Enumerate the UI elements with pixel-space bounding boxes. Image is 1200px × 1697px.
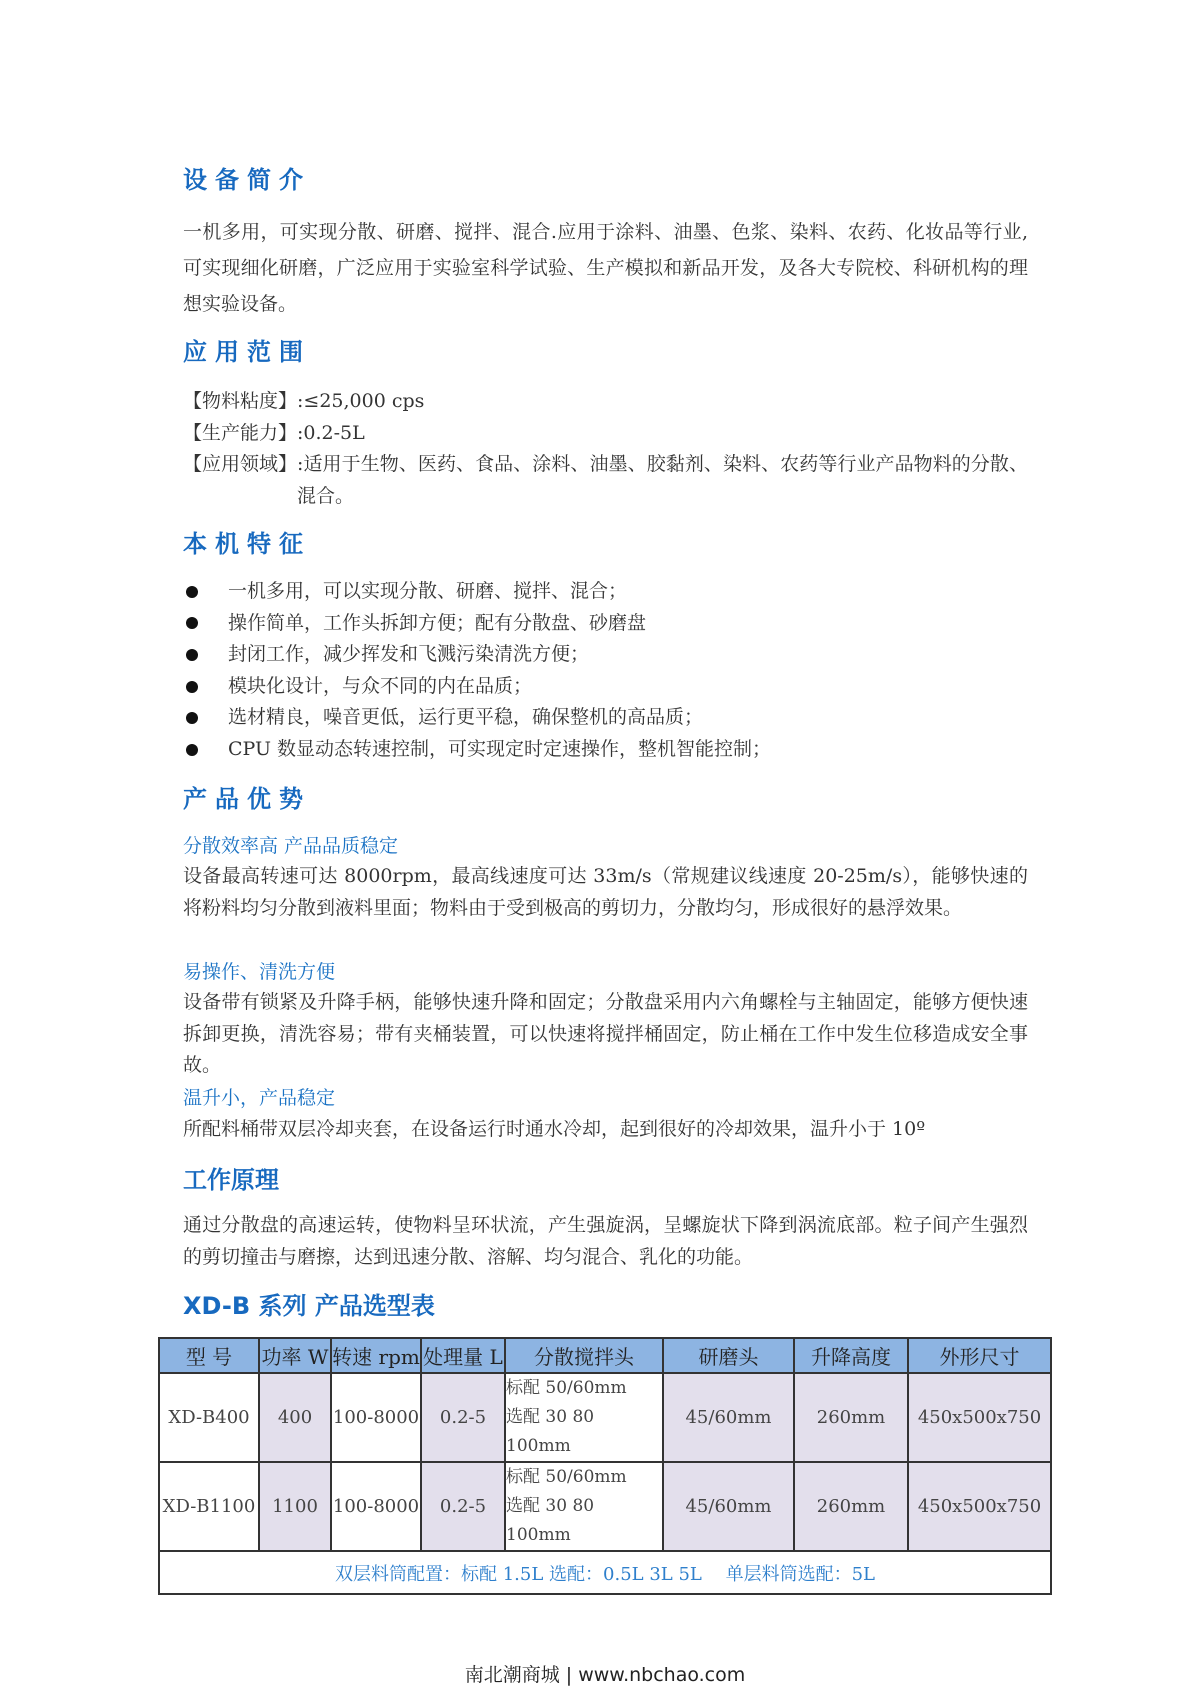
- column-header: 升降高度: [794, 1338, 908, 1373]
- list-item: [183, 608, 771, 640]
- table-footer-note: 双层料筒配置：标配 1.5L 选配：0.5L 3L 5L 单层料筒选配：5L: [159, 1551, 1051, 1594]
- page-footer: 南北潮商城 | www.nbchao.com: [464, 1664, 746, 1686]
- list-item: [183, 639, 771, 671]
- cell-speed: 100-8000: [331, 1373, 421, 1462]
- section-title-principle: 工作原理: [183, 1166, 279, 1194]
- bullet-icon: [186, 586, 198, 598]
- cell-model: XD-B400: [159, 1373, 259, 1462]
- column-header: 型 号: [159, 1338, 259, 1373]
- column-header: 外形尺寸: [908, 1338, 1051, 1373]
- optional-head: 选配 30 80 100mm: [506, 1496, 595, 1545]
- table-header-row: [159, 1338, 1051, 1373]
- section-title-advantages: 产品优势: [183, 785, 311, 813]
- advantage-text: 设备带有锁紧及升降手柄，能够快速升降和固定；分散盘采用内六角螺栓与主轴固定，能够方便快速拆卸更换，清洗容易；带有夹桶装置，可以快速将搅拌桶固定，防止桶在工作中发生位移造成安全事故。: [183, 991, 1028, 1077]
- cell-lift: 260mm: [794, 1462, 908, 1551]
- section-title-scope: 应用范围: [183, 338, 311, 366]
- section-title-intro: 设备简介: [183, 166, 311, 194]
- list-item: [183, 576, 771, 608]
- cell-disperser: [505, 1462, 663, 1551]
- column-header: 功率 W: [259, 1338, 331, 1373]
- advantage-text: 设备最高转速可达 8000rpm，最高线速度可达 33m/s（常规建议线速度 20-25m/s），能够快速的将粉料均匀分散到液料里面；物料由于受到极高的剪切力，分散均匀，形成很好的悬浮效果。: [183, 865, 1028, 919]
- bullet-icon: [186, 712, 198, 724]
- feature-text: 选材精良，噪音更低，运行更平稳，确保整机的高品质；: [228, 706, 704, 729]
- column-header: 研磨头: [663, 1338, 794, 1373]
- table-title: XD-B 系列 产品选型表: [183, 1292, 435, 1320]
- scope-item: [183, 386, 1028, 418]
- cell-capacity: 0.2-5: [421, 1373, 505, 1462]
- scope-value: :适用于生物、医药、食品、涂料、油墨、胶黏剂、染料、农药等行业产品物料的分散、混合。: [297, 453, 1028, 507]
- column-header: 分散搅拌头: [505, 1338, 663, 1373]
- column-header: 处理量 L: [421, 1338, 505, 1373]
- feature-text: CPU 数显动态转速控制，可实现定时定速操作，整机智能控制；: [228, 737, 772, 760]
- feature-list: [183, 576, 771, 766]
- principle-text: 通过分散盘的高速运转，使物料呈环状流，产生强旋涡，呈螺旋状下降到涡流底部。粒子间产生强烈的剪切撞击与磨擦，达到迅速分散、溶解、均匀混合、乳化的功能。: [183, 1214, 1028, 1268]
- scope-list: [183, 386, 1028, 512]
- feature-text: 模块化设计，与众不同的内在品质；: [228, 674, 533, 697]
- bullet-icon: [186, 744, 198, 756]
- cell-grinder: 45/60mm: [663, 1462, 794, 1551]
- column-header: 转速 rpm: [331, 1338, 421, 1373]
- scope-key: 【生产能力】: [183, 421, 298, 444]
- bullet-icon: [186, 649, 198, 661]
- product-table: [158, 1337, 1052, 1595]
- optional-head: 选配 30 80 100mm: [506, 1407, 595, 1456]
- list-item: [183, 702, 771, 734]
- cell-disperser: [505, 1373, 663, 1462]
- list-item: [183, 734, 771, 766]
- standard-head: 标配 50/60mm: [506, 1378, 627, 1398]
- cell-lift: 260mm: [794, 1373, 908, 1462]
- scope-key: 【物料粘度】: [183, 390, 298, 412]
- advantage-heading: 温升小，产品稳定: [183, 1087, 336, 1109]
- advantage-heading: 易操作、清洗方便: [183, 961, 336, 983]
- section-title-features: 本机特征: [183, 530, 311, 558]
- cell-dimensions: 450x500x750: [908, 1462, 1051, 1551]
- cell-dimensions: 450x500x750: [908, 1373, 1051, 1462]
- scope-item: [183, 449, 1028, 512]
- standard-head: 标配 50/60mm: [506, 1467, 627, 1487]
- intro-text: 一机多用，可实现分散、研磨、搅拌、混合.应用于涂料、油墨、色浆、染料、农药、化妆品等行业,可实现细化研磨，广泛应用于实验室科学试验、生产模拟和新品开发，及各大专院校、科研机构的理想实验设备。: [183, 221, 1028, 315]
- cell-power: 1100: [259, 1462, 331, 1551]
- scope-value: :0.2-5L: [297, 421, 365, 444]
- table-footer-row: [159, 1551, 1051, 1594]
- scope-value: :≤25,000 cps: [297, 390, 425, 412]
- cell-model: XD-B1100: [159, 1462, 259, 1551]
- table-row: [159, 1373, 1051, 1462]
- table-row: [159, 1462, 1051, 1551]
- bullet-icon: [186, 681, 198, 693]
- scope-item: [183, 418, 1028, 450]
- feature-text: 操作简单，工作头拆卸方便；配有分散盘、砂磨盘: [228, 611, 647, 634]
- cell-capacity: 0.2-5: [421, 1462, 505, 1551]
- cell-grinder: 45/60mm: [663, 1373, 794, 1462]
- bullet-icon: [186, 617, 198, 629]
- list-item: [183, 671, 771, 703]
- feature-text: 封闭工作，减少挥发和飞溅污染清洗方便；: [228, 643, 590, 666]
- cell-power: 400: [259, 1373, 331, 1462]
- advantage-heading: 分散效率高 产品品质稳定: [183, 835, 399, 857]
- feature-text: 一机多用，可以实现分散、研磨、搅拌、混合；: [228, 580, 628, 602]
- advantage-text: 所配料桶带双层冷却夹套，在设备运行时通水冷却，起到很好的冷却效果，温升小于 10º: [183, 1118, 926, 1140]
- cell-speed: 100-8000: [331, 1462, 421, 1551]
- scope-key: 【应用领域】: [183, 453, 298, 476]
